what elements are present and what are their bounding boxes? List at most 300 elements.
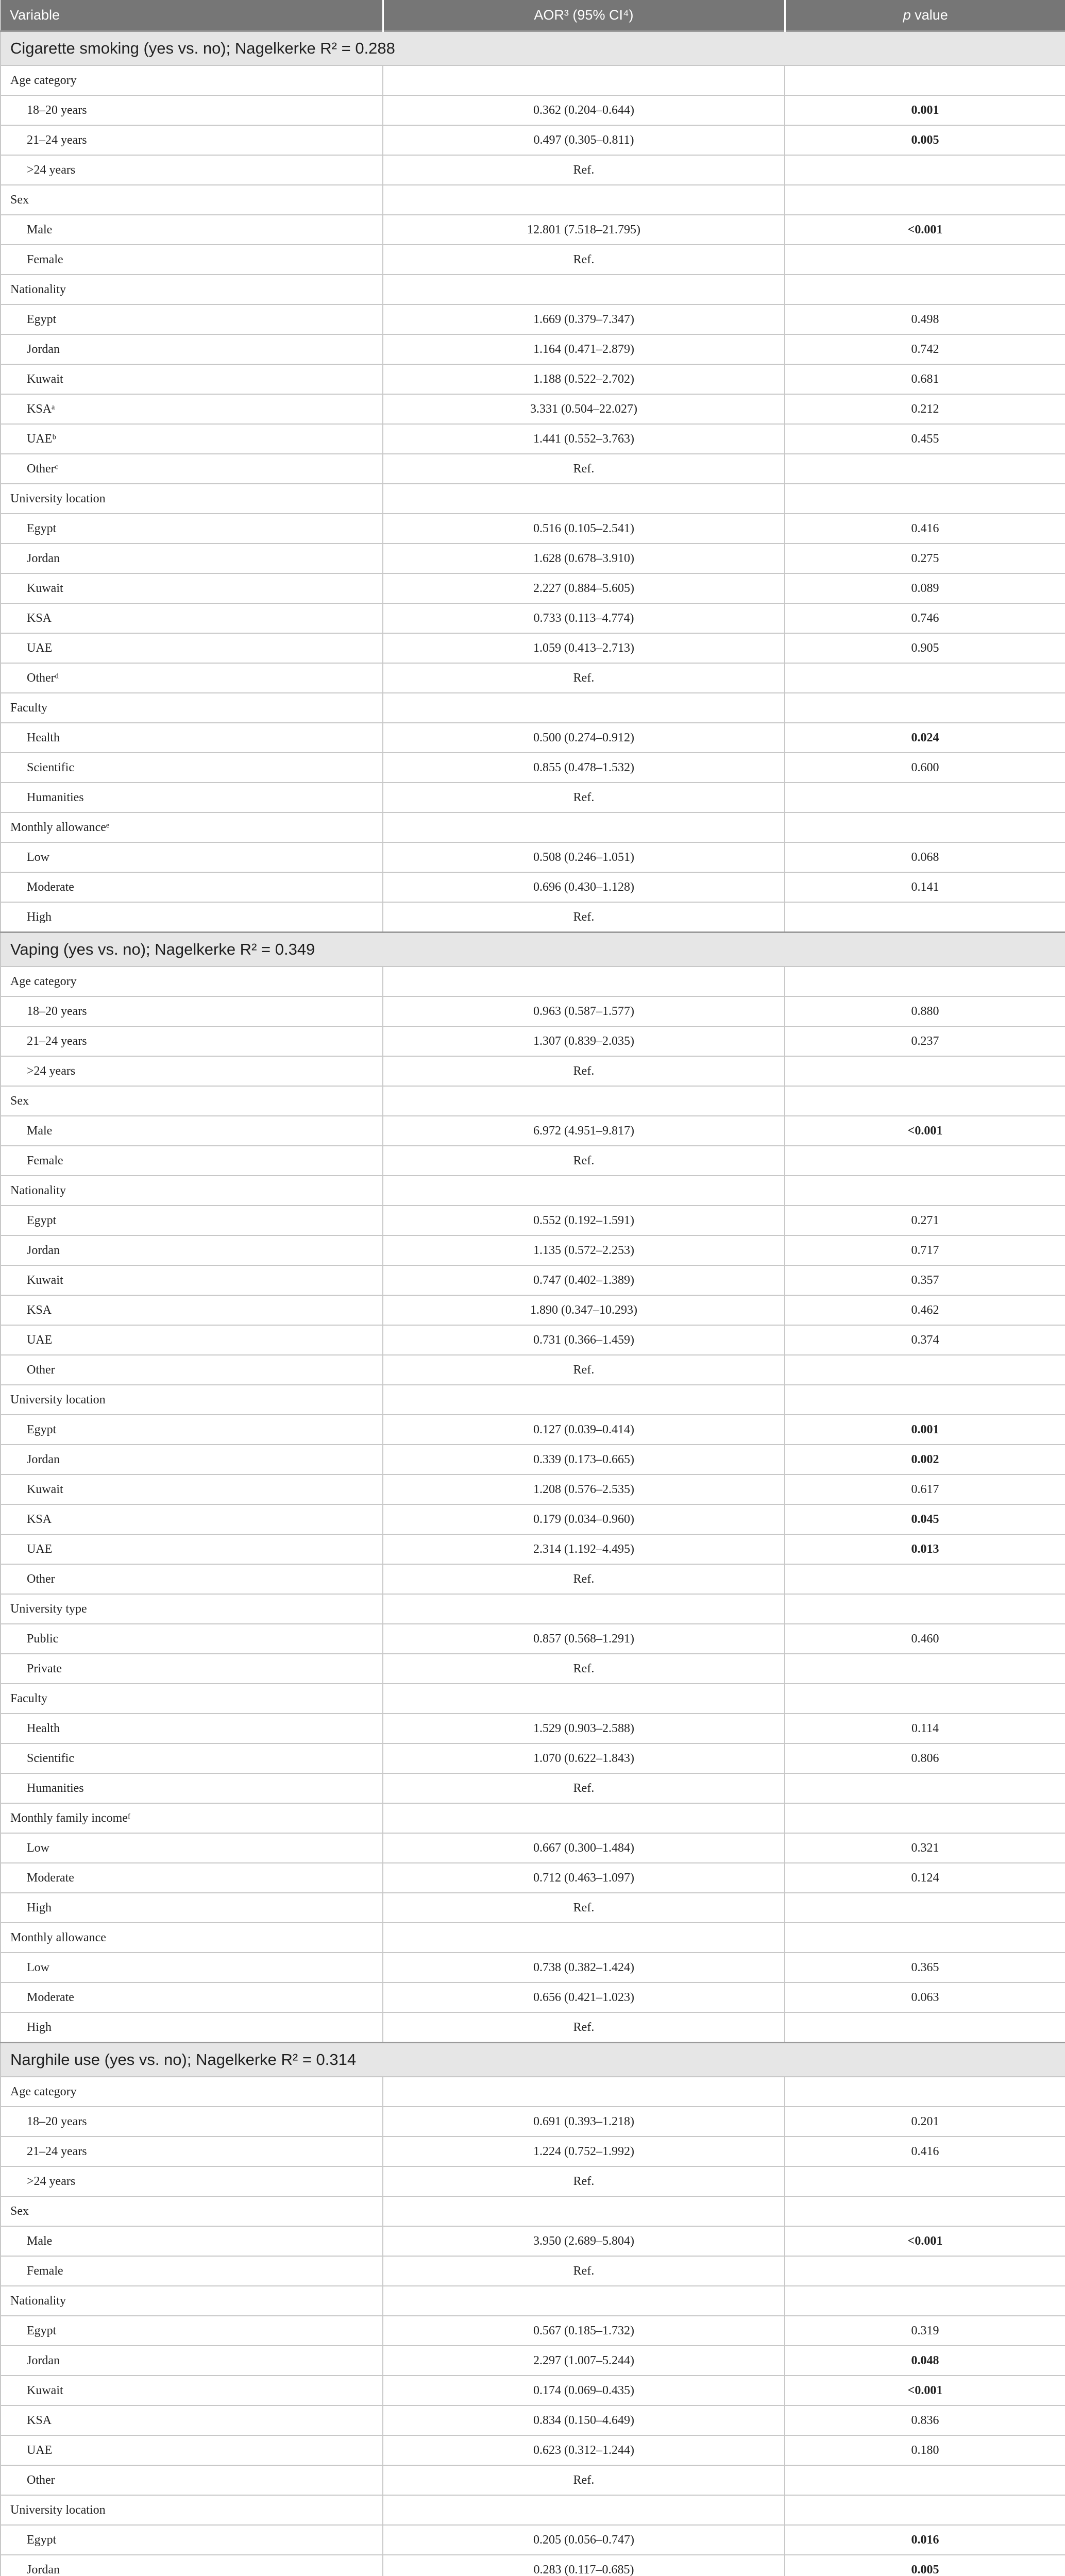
- table-row: [1, 2256, 1065, 2286]
- group-label: University location: [1, 2495, 383, 2525]
- table-row: [1, 2435, 1065, 2465]
- row-aor: 0.696 (0.430–1.128): [383, 872, 785, 902]
- table-header-row: [1, 0, 1065, 31]
- table-row: [1, 1026, 1065, 1056]
- group-header-row: [1, 1803, 1065, 1833]
- row-variable: Scientific: [1, 753, 383, 783]
- table-row: [1, 364, 1065, 394]
- row-p-value: <0.001: [785, 2226, 1065, 2256]
- row-variable: 21–24 years: [1, 1026, 383, 1056]
- row-aor: Ref.: [383, 454, 785, 484]
- row-variable: Jordan: [1, 544, 383, 573]
- row-p-value: 0.141: [785, 872, 1065, 902]
- row-p-value: [785, 663, 1065, 693]
- row-variable: Low: [1, 842, 383, 872]
- row-variable: Male: [1, 1116, 383, 1146]
- group-header-row: [1, 65, 1065, 95]
- row-aor: 0.656 (0.421–1.023): [383, 1982, 785, 2012]
- row-p-value: 0.498: [785, 304, 1065, 334]
- row-p-value: 0.114: [785, 1714, 1065, 1743]
- group-header-row: [1, 1923, 1065, 1953]
- table-row: [1, 2226, 1065, 2256]
- row-p-value: [785, 2465, 1065, 2495]
- table-row: [1, 1893, 1065, 1923]
- group-label: Nationality: [1, 2286, 383, 2316]
- table-row: [1, 2012, 1065, 2043]
- group-empty-cell: [383, 185, 785, 215]
- row-p-value: [785, 1056, 1065, 1086]
- section-header-row: [1, 933, 1065, 967]
- group-label: Age category: [1, 65, 383, 95]
- row-variable: KSA: [1, 1504, 383, 1534]
- row-aor: 0.855 (0.478–1.532): [383, 753, 785, 783]
- row-p-value: [785, 902, 1065, 933]
- row-aor: 1.441 (0.552–3.763): [383, 424, 785, 454]
- row-aor: Ref.: [383, 1564, 785, 1594]
- group-label: Age category: [1, 967, 383, 996]
- row-variable: UAE: [1, 2435, 383, 2465]
- table-row: [1, 902, 1065, 933]
- table-row: [1, 1654, 1065, 1684]
- table-row: [1, 783, 1065, 812]
- row-aor: 0.497 (0.305–0.811): [383, 125, 785, 155]
- row-aor: 0.747 (0.402–1.389): [383, 1265, 785, 1295]
- row-p-value: [785, 1146, 1065, 1176]
- row-variable: Jordan: [1, 2346, 383, 2376]
- group-empty-cell: [785, 2495, 1065, 2525]
- row-aor: 1.529 (0.903–2.588): [383, 1714, 785, 1743]
- row-p-value: 0.416: [785, 2137, 1065, 2166]
- table-row: [1, 1475, 1065, 1504]
- row-variable: KSA: [1, 603, 383, 633]
- table-row: [1, 723, 1065, 753]
- row-p-value: 0.201: [785, 2107, 1065, 2137]
- row-aor: 3.331 (0.504–22.027): [383, 394, 785, 424]
- row-aor: Ref.: [383, 1773, 785, 1803]
- row-aor: 0.567 (0.185–1.732): [383, 2316, 785, 2346]
- group-empty-cell: [785, 1176, 1065, 1206]
- table-row: [1, 1624, 1065, 1654]
- group-label: Monthly family incomeᶠ: [1, 1803, 383, 1833]
- group-empty-cell: [785, 1086, 1065, 1116]
- group-header-row: [1, 1086, 1065, 1116]
- row-p-value: <0.001: [785, 1116, 1065, 1146]
- row-p-value: [785, 1564, 1065, 1594]
- row-variable: Scientific: [1, 1743, 383, 1773]
- row-p-value: 0.365: [785, 1953, 1065, 1982]
- table-row: [1, 663, 1065, 693]
- row-variable: High: [1, 2012, 383, 2043]
- row-variable: UAE: [1, 633, 383, 663]
- row-variable: Kuwait: [1, 573, 383, 603]
- row-aor: 1.890 (0.347–10.293): [383, 1295, 785, 1325]
- group-empty-cell: [785, 1923, 1065, 1953]
- row-variable: Low: [1, 1953, 383, 1982]
- row-variable: High: [1, 902, 383, 933]
- row-p-value: 0.271: [785, 1206, 1065, 1235]
- table-row: [1, 1953, 1065, 1982]
- row-p-value: 0.806: [785, 1743, 1065, 1773]
- row-p-value: 0.024: [785, 723, 1065, 753]
- row-variable: Jordan: [1, 334, 383, 364]
- table-row: [1, 1056, 1065, 1086]
- table-row: [1, 544, 1065, 573]
- row-aor: 1.669 (0.379–7.347): [383, 304, 785, 334]
- row-aor: Ref.: [383, 663, 785, 693]
- group-label: Monthly allowanceᵉ: [1, 812, 383, 842]
- group-empty-cell: [383, 693, 785, 723]
- row-p-value: [785, 2256, 1065, 2286]
- table-row: [1, 753, 1065, 783]
- group-empty-cell: [785, 1684, 1065, 1714]
- table-row: [1, 1325, 1065, 1355]
- table-row: [1, 1534, 1065, 1564]
- table-row: [1, 95, 1065, 125]
- row-p-value: [785, 2166, 1065, 2196]
- group-empty-cell: [383, 2286, 785, 2316]
- header-aor: AOR³ (95% CI⁴): [383, 0, 785, 31]
- table-row: [1, 1773, 1065, 1803]
- row-variable: KSA: [1, 1295, 383, 1325]
- row-p-value: 0.180: [785, 2435, 1065, 2465]
- row-p-value: [785, 454, 1065, 484]
- row-aor: 1.208 (0.576–2.535): [383, 1475, 785, 1504]
- row-p-value: [785, 783, 1065, 812]
- group-header-row: [1, 693, 1065, 723]
- row-aor: 0.623 (0.312–1.244): [383, 2435, 785, 2465]
- row-variable: UAE: [1, 1534, 383, 1564]
- group-empty-cell: [383, 1086, 785, 1116]
- row-p-value: 0.600: [785, 753, 1065, 783]
- row-p-value: 0.880: [785, 996, 1065, 1026]
- row-variable: Otherᵈ: [1, 663, 383, 693]
- row-p-value: 0.068: [785, 842, 1065, 872]
- table-row: [1, 1206, 1065, 1235]
- row-aor: 0.179 (0.034–0.960): [383, 1504, 785, 1534]
- table-row: [1, 2316, 1065, 2346]
- row-variable: 18–20 years: [1, 996, 383, 1026]
- table-row: [1, 2405, 1065, 2435]
- row-variable: KSA: [1, 2405, 383, 2435]
- row-p-value: 0.001: [785, 95, 1065, 125]
- row-variable: Female: [1, 245, 383, 275]
- row-aor: 1.307 (0.839–2.035): [383, 1026, 785, 1056]
- table-row: [1, 1982, 1065, 2012]
- row-aor: Ref.: [383, 2256, 785, 2286]
- row-p-value: [785, 155, 1065, 185]
- table-row: [1, 633, 1065, 663]
- row-aor: Ref.: [383, 1146, 785, 1176]
- row-p-value: 0.746: [785, 603, 1065, 633]
- group-header-row: [1, 812, 1065, 842]
- group-label: Sex: [1, 2196, 383, 2226]
- group-header-row: [1, 1594, 1065, 1624]
- section-title: Cigarette smoking (yes vs. no); Nagelkerke R² = 0.288: [1, 31, 1065, 66]
- row-p-value: 0.905: [785, 633, 1065, 663]
- table-row: [1, 2107, 1065, 2137]
- row-p-value: 0.460: [785, 1624, 1065, 1654]
- row-aor: 0.283 (0.117–0.685): [383, 2555, 785, 2576]
- row-variable: UAEᵇ: [1, 424, 383, 454]
- group-empty-cell: [383, 275, 785, 304]
- row-aor: Ref.: [383, 783, 785, 812]
- group-empty-cell: [383, 65, 785, 95]
- header-p-value: [785, 0, 1065, 31]
- row-p-value: [785, 245, 1065, 275]
- group-empty-cell: [383, 1176, 785, 1206]
- group-label: Faculty: [1, 693, 383, 723]
- group-label: University location: [1, 1385, 383, 1415]
- group-header-row: [1, 2077, 1065, 2107]
- table-row: [1, 1235, 1065, 1265]
- group-header-row: [1, 2495, 1065, 2525]
- group-label: University location: [1, 484, 383, 514]
- row-aor: 1.164 (0.471–2.879): [383, 334, 785, 364]
- row-aor: 0.667 (0.300–1.484): [383, 1833, 785, 1863]
- table-row: [1, 1116, 1065, 1146]
- row-variable: >24 years: [1, 1056, 383, 1086]
- table-row: [1, 1295, 1065, 1325]
- table-row: [1, 2137, 1065, 2166]
- row-variable: Egypt: [1, 514, 383, 544]
- table-row: [1, 573, 1065, 603]
- row-variable: High: [1, 1893, 383, 1923]
- table-row: [1, 424, 1065, 454]
- row-variable: 18–20 years: [1, 2107, 383, 2137]
- group-empty-cell: [383, 812, 785, 842]
- row-variable: Jordan: [1, 2555, 383, 2576]
- group-empty-cell: [785, 65, 1065, 95]
- group-empty-cell: [383, 1684, 785, 1714]
- group-empty-cell: [785, 967, 1065, 996]
- section-header-row: [1, 2043, 1065, 2077]
- row-aor: Ref.: [383, 1056, 785, 1086]
- table-row: [1, 454, 1065, 484]
- row-variable: Egypt: [1, 1415, 383, 1445]
- row-variable: Female: [1, 2256, 383, 2286]
- table-row: [1, 2525, 1065, 2555]
- row-variable: Male: [1, 215, 383, 245]
- row-aor: 0.857 (0.568–1.291): [383, 1624, 785, 1654]
- row-variable: Humanities: [1, 783, 383, 812]
- table-row: [1, 245, 1065, 275]
- row-p-value: 0.237: [785, 1026, 1065, 1056]
- row-aor: 0.712 (0.463–1.097): [383, 1863, 785, 1893]
- row-variable: Health: [1, 723, 383, 753]
- row-aor: 0.205 (0.056–0.747): [383, 2525, 785, 2555]
- row-p-value: 0.048: [785, 2346, 1065, 2376]
- row-variable: Kuwait: [1, 364, 383, 394]
- group-label: University type: [1, 1594, 383, 1624]
- table-row: [1, 1714, 1065, 1743]
- group-header-row: [1, 1684, 1065, 1714]
- group-empty-cell: [383, 1923, 785, 1953]
- row-p-value: 0.063: [785, 1982, 1065, 2012]
- row-p-value: 0.089: [785, 573, 1065, 603]
- row-p-value: 0.455: [785, 424, 1065, 454]
- row-variable: 21–24 years: [1, 125, 383, 155]
- table-row: [1, 1863, 1065, 1893]
- row-aor: 3.950 (2.689–5.804): [383, 2226, 785, 2256]
- table-row: [1, 394, 1065, 424]
- group-header-row: [1, 275, 1065, 304]
- row-aor: 0.834 (0.150–4.649): [383, 2405, 785, 2435]
- row-variable: Egypt: [1, 2525, 383, 2555]
- row-aor: 0.691 (0.393–1.218): [383, 2107, 785, 2137]
- table-row: [1, 304, 1065, 334]
- row-aor: Ref.: [383, 2465, 785, 2495]
- row-p-value: 0.013: [785, 1534, 1065, 1564]
- group-header-row: [1, 2196, 1065, 2226]
- row-aor: 0.508 (0.246–1.051): [383, 842, 785, 872]
- table-row: [1, 2465, 1065, 2495]
- group-empty-cell: [383, 484, 785, 514]
- row-aor: 0.733 (0.113–4.774): [383, 603, 785, 633]
- row-aor: 0.339 (0.173–0.665): [383, 1445, 785, 1475]
- row-aor: 1.059 (0.413–2.713): [383, 633, 785, 663]
- row-aor: Ref.: [383, 2166, 785, 2196]
- row-aor: 0.963 (0.587–1.577): [383, 996, 785, 1026]
- row-variable: Jordan: [1, 1445, 383, 1475]
- row-p-value: 0.005: [785, 125, 1065, 155]
- table-body: [1, 31, 1065, 2576]
- row-p-value: 0.357: [785, 1265, 1065, 1295]
- header-variable: Variable: [1, 0, 383, 31]
- group-empty-cell: [785, 185, 1065, 215]
- row-aor: 2.227 (0.884–5.605): [383, 573, 785, 603]
- group-empty-cell: [383, 2196, 785, 2226]
- row-aor: 0.738 (0.382–1.424): [383, 1953, 785, 1982]
- row-p-value: 0.836: [785, 2405, 1065, 2435]
- section-title: Vaping (yes vs. no); Nagelkerke R² = 0.349: [1, 933, 1065, 967]
- row-p-value: [785, 2012, 1065, 2043]
- row-aor: 1.628 (0.678–3.910): [383, 544, 785, 573]
- row-p-value: [785, 1773, 1065, 1803]
- row-variable: >24 years: [1, 155, 383, 185]
- group-empty-cell: [785, 1803, 1065, 1833]
- row-variable: 21–24 years: [1, 2137, 383, 2166]
- row-variable: Egypt: [1, 304, 383, 334]
- row-aor: 0.552 (0.192–1.591): [383, 1206, 785, 1235]
- table-row: [1, 1415, 1065, 1445]
- row-p-value: 0.124: [785, 1863, 1065, 1893]
- group-label: Age category: [1, 2077, 383, 2107]
- table-row: [1, 842, 1065, 872]
- row-p-value: 0.374: [785, 1325, 1065, 1355]
- group-empty-cell: [785, 484, 1065, 514]
- group-empty-cell: [785, 1594, 1065, 1624]
- group-label: Nationality: [1, 1176, 383, 1206]
- row-variable: Health: [1, 1714, 383, 1743]
- row-aor: Ref.: [383, 155, 785, 185]
- row-aor: 0.500 (0.274–0.912): [383, 723, 785, 753]
- table-row: [1, 2376, 1065, 2405]
- row-p-value: [785, 1355, 1065, 1385]
- row-variable: Private: [1, 1654, 383, 1684]
- row-aor: 1.224 (0.752–1.992): [383, 2137, 785, 2166]
- row-variable: Otherᶜ: [1, 454, 383, 484]
- table-row: [1, 1743, 1065, 1773]
- table-row: [1, 1504, 1065, 1534]
- row-p-value: 0.005: [785, 2555, 1065, 2576]
- row-variable: Moderate: [1, 872, 383, 902]
- group-header-row: [1, 2286, 1065, 2316]
- row-aor: Ref.: [383, 902, 785, 933]
- table-row: [1, 125, 1065, 155]
- group-empty-cell: [785, 693, 1065, 723]
- header-p-italic: p: [903, 7, 911, 23]
- row-variable: Other: [1, 1564, 383, 1594]
- row-variable: Egypt: [1, 2316, 383, 2346]
- group-empty-cell: [383, 1385, 785, 1415]
- row-variable: Moderate: [1, 1982, 383, 2012]
- group-label: Nationality: [1, 275, 383, 304]
- row-aor: 0.174 (0.069–0.435): [383, 2376, 785, 2405]
- row-variable: UAE: [1, 1325, 383, 1355]
- group-header-row: [1, 484, 1065, 514]
- header-p-suffix: value: [910, 7, 948, 23]
- row-aor: Ref.: [383, 1355, 785, 1385]
- row-p-value: 0.001: [785, 1415, 1065, 1445]
- table-row: [1, 334, 1065, 364]
- group-empty-cell: [383, 1594, 785, 1624]
- table-row: [1, 2166, 1065, 2196]
- row-p-value: 0.617: [785, 1475, 1065, 1504]
- row-aor: 0.362 (0.204–0.644): [383, 95, 785, 125]
- table-row: [1, 1146, 1065, 1176]
- table-row: [1, 2555, 1065, 2576]
- group-empty-cell: [383, 2077, 785, 2107]
- table-row: [1, 872, 1065, 902]
- row-aor: Ref.: [383, 1893, 785, 1923]
- row-variable: Male: [1, 2226, 383, 2256]
- group-empty-cell: [383, 2495, 785, 2525]
- row-aor: 1.188 (0.522–2.702): [383, 364, 785, 394]
- table-row: [1, 514, 1065, 544]
- group-empty-cell: [785, 2286, 1065, 2316]
- row-aor: 0.516 (0.105–2.541): [383, 514, 785, 544]
- row-aor: 2.314 (1.192–4.495): [383, 1534, 785, 1564]
- row-variable: Egypt: [1, 1206, 383, 1235]
- group-empty-cell: [785, 275, 1065, 304]
- row-p-value: 0.462: [785, 1295, 1065, 1325]
- row-p-value: 0.275: [785, 544, 1065, 573]
- row-variable: Low: [1, 1833, 383, 1863]
- row-p-value: 0.045: [785, 1504, 1065, 1534]
- row-variable: Humanities: [1, 1773, 383, 1803]
- row-variable: Kuwait: [1, 2376, 383, 2405]
- group-label: Sex: [1, 1086, 383, 1116]
- row-p-value: 0.319: [785, 2316, 1065, 2346]
- row-aor: 2.297 (1.007–5.244): [383, 2346, 785, 2376]
- group-empty-cell: [785, 812, 1065, 842]
- row-variable: Female: [1, 1146, 383, 1176]
- row-variable: Public: [1, 1624, 383, 1654]
- table-row: [1, 1564, 1065, 1594]
- row-variable: Jordan: [1, 1235, 383, 1265]
- row-aor: 6.972 (4.951–9.817): [383, 1116, 785, 1146]
- row-variable: KSAᵃ: [1, 394, 383, 424]
- group-header-row: [1, 1385, 1065, 1415]
- row-p-value: 0.742: [785, 334, 1065, 364]
- group-label: Faculty: [1, 1684, 383, 1714]
- row-aor: Ref.: [383, 1654, 785, 1684]
- group-label: Sex: [1, 185, 383, 215]
- section-header-row: [1, 31, 1065, 66]
- row-p-value: <0.001: [785, 2376, 1065, 2405]
- group-empty-cell: [785, 1385, 1065, 1415]
- row-aor: 1.135 (0.572–2.253): [383, 1235, 785, 1265]
